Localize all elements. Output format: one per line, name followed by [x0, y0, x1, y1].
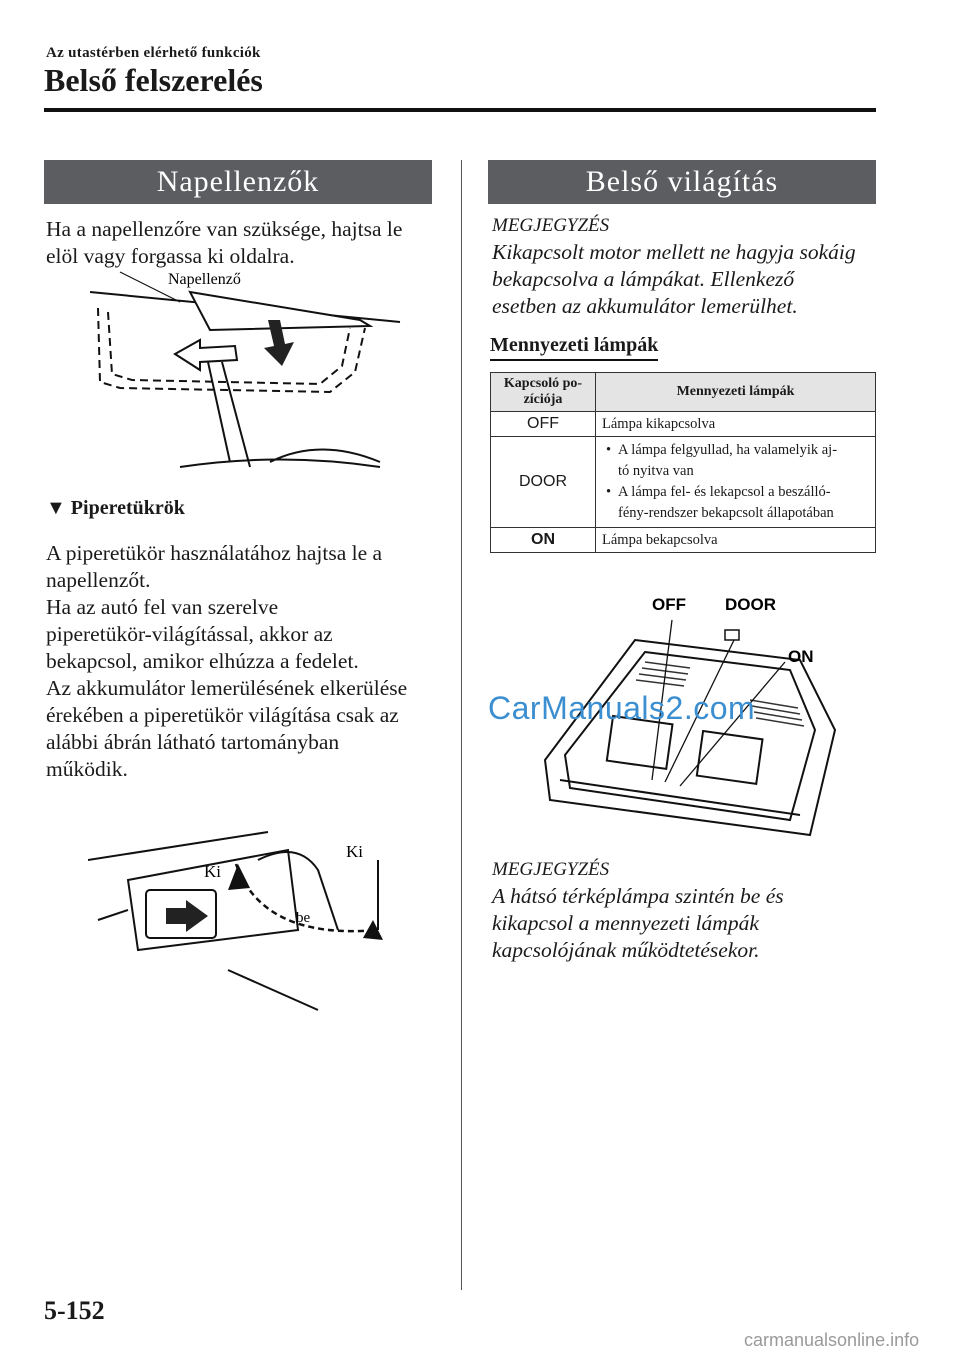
vanity-mirror-figure: [88, 800, 418, 1022]
switch-on-cell: ON: [491, 528, 596, 553]
note-1-line: bekapcsolva a lámpákat. Ellenkező: [492, 267, 795, 291]
body-line: alábbi ábrán látható tartományban: [46, 730, 340, 754]
footer-url[interactable]: carmanualsonline.info: [744, 1330, 920, 1350]
watermark: CarManuals2.com: [488, 690, 756, 726]
visor-intro-line: elöl vagy forgassa ki oldalra.: [46, 244, 295, 268]
chapter-title: Belső felszerelés: [44, 62, 263, 98]
table-row: [491, 528, 876, 553]
banner-interior-lights: Belső világítás: [488, 160, 876, 204]
label-be: be: [296, 910, 311, 926]
section-label: Az utastérben elérhető funkciók: [46, 45, 261, 61]
body-line: Ha az autó fel van szerelve: [46, 595, 279, 619]
table-header-row: [491, 373, 876, 412]
switch-off-cell: OFF: [491, 412, 596, 437]
body-line: napellenzőt.: [46, 568, 151, 592]
note-1-line: esetben az akkumulátor lemerülhet.: [492, 294, 798, 318]
door-bullet: • A lámpa felgyullad, ha valamelyik aj- tó nyitva van: [618, 440, 869, 482]
note-1-heading: MEGJEGYZÉS: [492, 215, 610, 236]
fig-label-door: DOOR: [725, 595, 776, 614]
overhead-lights-heading: Mennyezeti lámpák: [490, 334, 658, 361]
visor-label: Napellenző: [168, 271, 241, 288]
visor-intro-line: Ha a napellenzőre van szüksége, hajtsa le: [46, 217, 403, 241]
col-switch-header-line: Kapcsoló po-: [503, 376, 583, 391]
col-switch-header-line: zíciója: [523, 392, 563, 407]
switch-on-desc: Lámpa bekapcsolva: [596, 528, 876, 553]
body-line: piperetükör-világítással, akkor az: [46, 622, 333, 646]
note-2: [492, 856, 880, 964]
col-lights-header: Mennyezeti lámpák: [596, 373, 876, 412]
body-line: A piperetükör használatához hajtsa le a: [46, 541, 383, 565]
note-2-line: kapcsolójának működtetésekor.: [492, 938, 760, 962]
fig-label-off: OFF: [652, 595, 686, 614]
header-rule: [44, 108, 876, 112]
note-2-heading: MEGJEGYZÉS: [492, 859, 610, 880]
body-line: Az akkumulátor lemerülésének elkerülése: [46, 676, 408, 700]
overhead-light-table: [490, 372, 876, 553]
page-number: 5-152: [44, 1296, 105, 1325]
body-line: bekapcsol, amikor elhúzza a fedelet.: [46, 649, 359, 673]
column-divider: [461, 160, 462, 1290]
vanity-mirror-heading: [46, 497, 185, 520]
note-1: [492, 212, 880, 320]
vanity-mirror-heading-text: Piperetükrök: [70, 497, 185, 519]
body-line: érekében a piperetükör világítása csak az: [46, 703, 399, 727]
switch-door-desc: [596, 437, 876, 528]
door-bullet: • A lámpa fel- és lekapcsol a beszálló- fény-rendszer bekapcsolt állapotában: [618, 482, 869, 524]
fig-label-on: ON: [788, 647, 814, 666]
label-ki-right: Ki: [346, 842, 363, 861]
label-ki-left: Ki: [204, 862, 221, 881]
sun-visor-figure: [80, 262, 420, 474]
switch-door-cell: DOOR: [491, 437, 596, 528]
body-line: működik.: [46, 757, 128, 781]
table-row: [491, 437, 876, 528]
switch-off-desc: Lámpa kikapcsolva: [596, 412, 876, 437]
note-2-line: A hátsó térképlámpa szintén be és: [492, 884, 784, 908]
vanity-mirror-text: [46, 540, 446, 783]
triangle-marker-icon: ▼: [46, 497, 66, 519]
col-switch-header: [491, 373, 596, 412]
table-row: [491, 412, 876, 437]
note-1-line: Kikapcsolt motor mellett ne hagyja sokáig: [492, 240, 856, 264]
note-2-line: kikapcsol a mennyezeti lámpák: [492, 911, 759, 935]
banner-sun-visors: Napellenzők: [44, 160, 432, 204]
